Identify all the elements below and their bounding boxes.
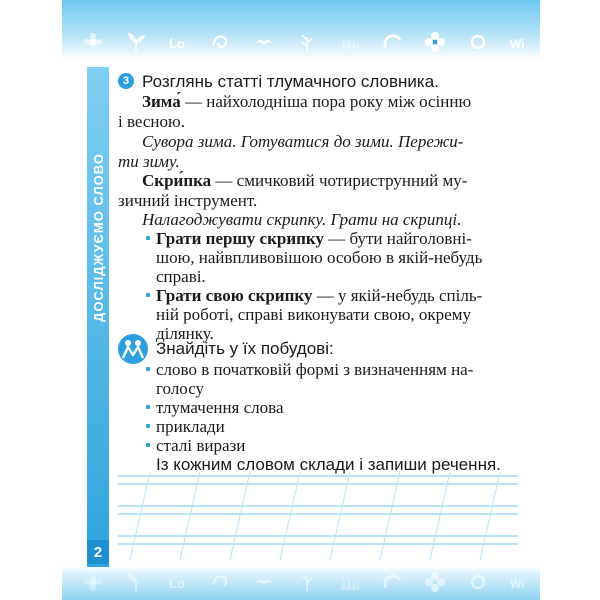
idiom-1-phrase: Грати першу скрипку	[156, 229, 324, 248]
sprout-icon	[125, 31, 147, 53]
grass-icon	[339, 571, 361, 593]
ring-icon	[467, 571, 489, 593]
idiom-1-cont-2: справі.	[156, 267, 206, 286]
letters-icon-2	[510, 571, 532, 593]
idiom-bullet	[146, 293, 150, 297]
find-item-3: приклади	[156, 417, 225, 436]
letters-icon	[168, 31, 190, 53]
arc-icon	[382, 31, 404, 53]
arc-icon	[382, 571, 404, 593]
grass-icon	[339, 31, 361, 53]
ring-icon	[467, 31, 489, 53]
entry-zyma-examples: Сувора зима. Готуватися до зими. Пережи-	[142, 132, 464, 151]
find-item-1-cont: голосу	[156, 379, 205, 398]
footer-decorations	[82, 570, 532, 594]
blossom-icon	[424, 571, 446, 593]
textbook-page	[62, 0, 540, 600]
header-decorations	[82, 30, 532, 54]
swirl-icon	[210, 31, 232, 53]
idiom-2-cont-2: ділянку.	[156, 324, 214, 343]
find-item-4: сталі вирази	[156, 436, 246, 455]
flower-icon	[82, 31, 104, 53]
entry-zyma-definition-cont: і весною.	[118, 112, 185, 131]
page-number: 2	[87, 540, 109, 564]
idiom-2-phrase: Грати свою скрипку	[156, 286, 313, 305]
bird-icon	[253, 571, 275, 593]
sprout-icon	[125, 571, 147, 593]
entry-zyma-definition: Зима́ — найхолодніша пора року між осінню	[142, 92, 472, 111]
side-title-text: ДОСЛІДЖУЄМО СЛОВО	[90, 152, 106, 322]
find-bullet	[146, 367, 150, 371]
blossom-icon	[424, 31, 446, 53]
entry-skrypka-definition-cont: зичний інструмент.	[118, 191, 258, 210]
task-instruction: Розглянь статті тлумачного словника.	[142, 72, 439, 91]
writing-lines[interactable]	[118, 472, 518, 560]
letters-icon-2	[510, 31, 532, 53]
svg-text:Lo: Lo	[168, 36, 185, 51]
entry-zyma-word: Зима́	[142, 92, 181, 111]
idiom-2: Грати свою скрипку — у якій-небудь спіль-	[156, 286, 483, 305]
svg-text:Wi: Wi	[509, 37, 525, 51]
letters-icon	[168, 571, 190, 593]
bird-icon	[253, 31, 275, 53]
entry-zyma-examples-cont: ти зиму.	[118, 152, 180, 171]
final-instruction: Із кожним словом склади і запиши речення.	[156, 455, 501, 474]
entry-skrypka-word: Скри́пка	[142, 171, 212, 190]
idiom-1-cont: шою, найвпливовішою особою в якій-небудь	[156, 248, 483, 267]
idiom-1: Грати першу скрипку — бути найголовні-	[156, 229, 472, 248]
plant-icon	[296, 571, 318, 593]
find-item-1: слово в початковій формі з визначенням на-	[156, 360, 474, 379]
pair-work-icon	[117, 333, 149, 365]
find-prompt: Знайдіть у їх побудові:	[156, 339, 334, 358]
flower-icon	[82, 571, 104, 593]
find-bullet	[146, 405, 150, 409]
entry-skrypka-definition: Скри́пка — смичковий чотириструнний му-	[142, 171, 468, 190]
find-item-2: тлумачення слова	[156, 398, 284, 417]
task-number-badge: 3	[118, 73, 134, 89]
idiom-bullet	[146, 236, 150, 240]
svg-text:Wi: Wi	[509, 577, 525, 591]
find-bullet	[146, 443, 150, 447]
swirl-icon	[210, 571, 232, 593]
find-bullet	[146, 424, 150, 428]
side-title	[87, 67, 109, 407]
idiom-2-cont: ній роботі, справі виконувати свою, окрему	[156, 305, 471, 324]
plant-icon	[296, 31, 318, 53]
entry-skrypka-examples: Налагоджувати скрипку. Грати на скрипці.	[142, 210, 462, 229]
svg-text:Lo: Lo	[168, 576, 185, 591]
